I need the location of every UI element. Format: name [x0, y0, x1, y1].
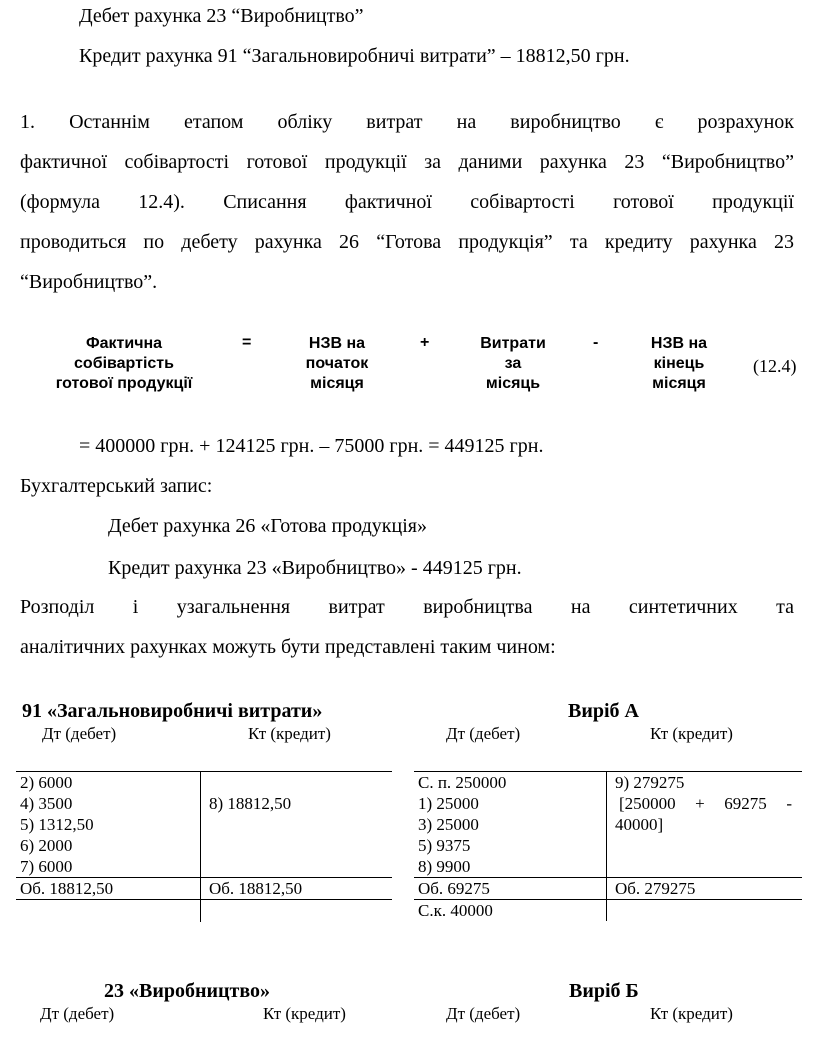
- account-91-credit-turnover: Об. 18812,50: [201, 878, 393, 900]
- account-91-empty-cell: [201, 900, 393, 923]
- account-91-dt-label: Дт (дебет): [42, 724, 117, 743]
- product-a-debit-cell: [414, 772, 607, 878]
- product-a-dt-label: Дт (дебет): [446, 724, 521, 743]
- product-b-dt-label: Дт (дебет): [446, 1004, 521, 1023]
- account-91-kt-label: Кт (кредит): [248, 724, 331, 743]
- formula-term-expenses: Витрати за місяць: [480, 335, 546, 392]
- list-item: 2) 6000: [20, 773, 73, 792]
- paragraph1-line2: фактичної собівартості готової продукції за даними рахунка 23 “Виробництво”: [20, 151, 794, 173]
- list-item: [250000 + 69275 -: [619, 794, 792, 813]
- account-23-title: 23 «Виробництво»: [104, 980, 271, 1002]
- product-b-kt-label: Кт (кредит): [650, 1004, 733, 1023]
- posting-label: Бухгалтерський запис:: [20, 475, 213, 497]
- product-a-debit-turnover: Об. 69275: [414, 878, 607, 900]
- account-91-table: [16, 771, 392, 922]
- formula-term-wip-end: НЗВ на кінець місяця: [650, 335, 708, 392]
- list-item: 1) 25000: [418, 794, 479, 813]
- account-91-credit-cell: [201, 772, 393, 878]
- account-23-dt-label: Дт (дебет): [40, 1004, 115, 1023]
- formula-minus: -: [593, 334, 599, 351]
- formula-number: (12.4): [753, 356, 797, 376]
- posting-credit: Кредит рахунка 23 «Виробництво» - 449125 грн.: [108, 557, 522, 579]
- list-item: 5) 9375: [418, 836, 471, 855]
- paragraph1-line4: проводиться по дебету рахунка 26 “Готова продукція” та кредиту рахунка 23: [20, 231, 794, 253]
- product-a-table: [414, 771, 802, 921]
- product-a-closing-balance: С.к. 40000: [414, 900, 607, 922]
- list-item: [209, 772, 388, 793]
- paragraph2-line1: Розподіл і узагальнення витрат виробництва на синтетичних та: [20, 596, 794, 618]
- list-item: 40000]: [615, 815, 664, 834]
- calculation: = 400000 грн. + 124125 грн. – 75000 грн. = 449125 грн.: [79, 435, 544, 457]
- formula-equals: =: [242, 334, 252, 351]
- formula-term-wip-start: НЗВ на початок місяця: [305, 335, 369, 392]
- posting-debit: Дебет рахунка 26 «Готова продукція»: [108, 515, 427, 537]
- list-item: 8) 9900: [418, 857, 471, 876]
- list-item: 9) 279275: [615, 773, 685, 792]
- formula-plus: +: [420, 334, 430, 351]
- list-item: 4) 3500: [20, 794, 73, 813]
- list-item: 8) 18812,50: [209, 794, 292, 813]
- product-a-kt-label: Кт (кредит): [650, 724, 733, 743]
- list-item: С. п. 250000: [418, 773, 507, 792]
- entry-credit-91: Кредит рахунка 91 “Загальновиробничі витрати” – 18812,50 грн.: [79, 45, 630, 67]
- paragraph1-line1: 1. Останнім етапом обліку витрат на виробництво є розрахунок: [20, 111, 794, 133]
- paragraph1-line3: (формула 12.4). Списання фактичної собівартості готової продукції: [20, 191, 794, 213]
- list-item: 3) 25000: [418, 815, 479, 834]
- list-item: 6) 2000: [20, 836, 73, 855]
- product-a-credit-turnover: Об. 279275: [607, 878, 803, 900]
- formula-term-actual-cost: Фактична собівартість готової продукції: [55, 335, 193, 392]
- product-b-title: Виріб Б: [569, 980, 639, 1002]
- account-23-kt-label: Кт (кредит): [263, 1004, 346, 1023]
- paragraph1-line5: “Виробництво”.: [20, 271, 158, 293]
- paragraph2-line2: аналітичних рахунках можуть бути представлені таким чином:: [20, 636, 556, 658]
- product-a-empty-cell: [607, 900, 803, 922]
- list-item: 5) 1312,50: [20, 815, 94, 834]
- account-91-title: 91 «Загальновиробничі витрати»: [22, 700, 323, 722]
- entry-debit-23: Дебет рахунка 23 “Виробництво”: [79, 5, 364, 27]
- account-91-debit-cell: [16, 772, 201, 878]
- product-a-credit-cell: [607, 772, 803, 878]
- account-91-empty-cell: [16, 900, 201, 923]
- product-a-title: Виріб А: [568, 700, 639, 722]
- list-item: 7) 6000: [20, 857, 73, 876]
- account-91-debit-turnover: Об. 18812,50: [16, 878, 201, 900]
